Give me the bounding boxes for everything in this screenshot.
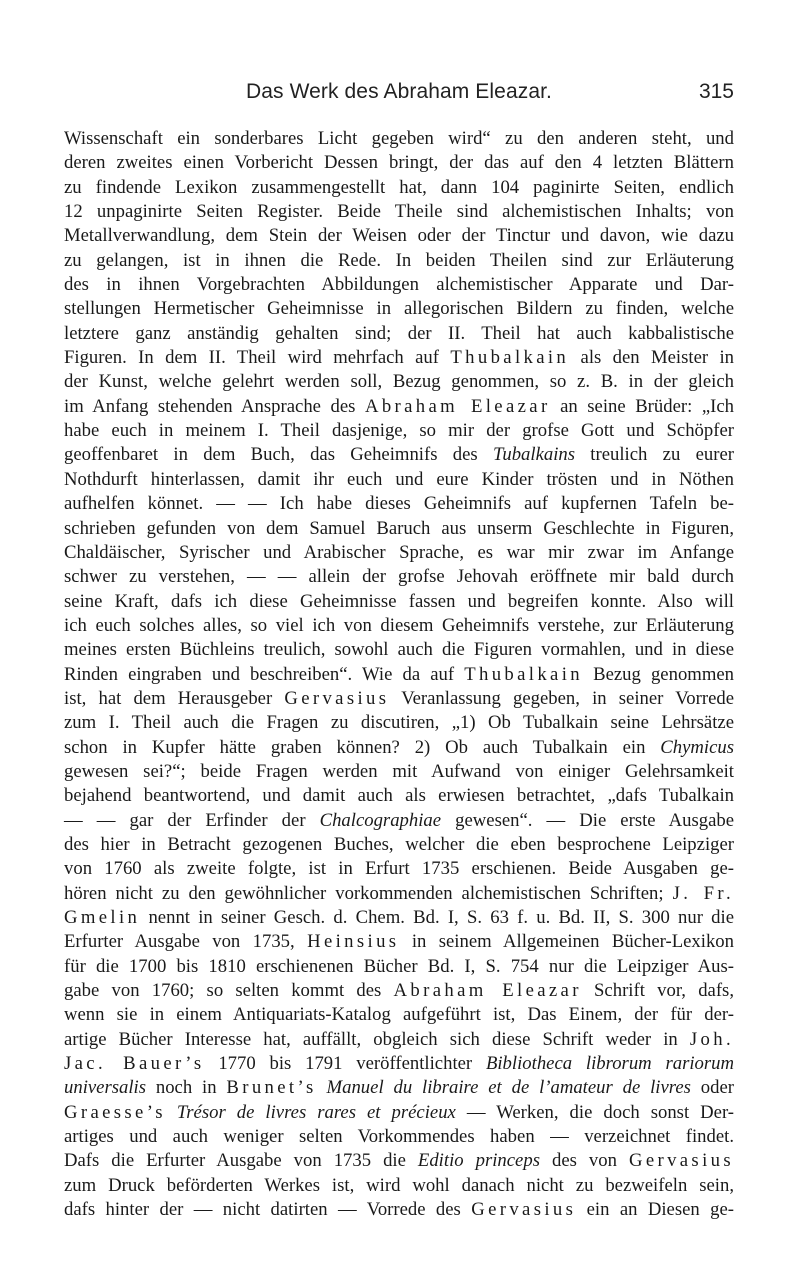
text-segment: zum I. Theil auch die Fragen zu discutiren, „1) Ob Tubalkain seine Lehrsätze — [64, 712, 734, 734]
text-line — [64, 468, 734, 492]
text-line — [64, 1101, 734, 1125]
text-line — [64, 443, 734, 467]
text-line — [64, 297, 734, 321]
text-line — [64, 663, 734, 687]
text-line — [64, 906, 734, 930]
text-segment: gewesen“. — Die erste Ausgabe — [441, 809, 735, 831]
text-line — [64, 1052, 734, 1076]
text-segment: Rinden eingraben und beschreiben“. Wie da auf — [64, 663, 465, 685]
text-line — [64, 882, 734, 906]
text-segment: — — gar der Erfinder der — [64, 809, 320, 831]
text-segment: Wissenschaft ein sonderbares Licht gegeben wird“ zu den anderen steht, und — [64, 128, 734, 149]
text-segment: artiges und auch weniger selten Vorkommendes haben — verzeichnet findet. — [64, 1126, 734, 1148]
running-head — [64, 80, 734, 110]
text-segment: oder — [690, 1077, 735, 1099]
text-segment: Figuren. In dem II. Theil wird mehrfach auf — [64, 347, 451, 369]
text-line — [64, 1149, 734, 1173]
text-line — [64, 833, 734, 857]
spaced-name: Heinsius — [307, 931, 400, 953]
text-segment: ein an Diesen ge- — [576, 1199, 734, 1221]
spaced-name: Abraham Eleazar — [364, 395, 551, 417]
text-segment: schrieben gefunden von dem Samuel Baruch aus unserm Geschlechte in Figuren, — [64, 517, 734, 539]
spaced-name: Graesse’s — [64, 1101, 166, 1123]
text-segment: des hier in Betracht gezogenen Buches, welcher die eben besprochene Leipziger — [64, 833, 734, 855]
text-line — [64, 736, 734, 760]
text-segment: für die 1700 bis 1810 erschienenen Bücher Bd. I, S. 754 nur die Leipziger Aus- — [64, 955, 734, 977]
text-line — [64, 955, 734, 979]
italic-text: Manuel du libraire et de l’amateur de livres — [326, 1077, 691, 1099]
text-segment: Nothdurft hinterlassen, damit ihr euch und eure Kinder trösten und in Nöthen — [64, 468, 734, 490]
running-title: Das Werk des Abraham Eleazar. — [246, 80, 552, 103]
text-segment: 1770 bis 1791 veröffentlichter — [204, 1053, 486, 1075]
text-line — [64, 346, 734, 370]
text-segment: Erfurter Ausgabe von 1735, — [64, 931, 308, 953]
italic-text: Editio princeps — [417, 1150, 540, 1172]
text-segment: nennt in seiner Gesch. d. Chem. Bd. I, S. 63 f. u. Bd. II, S. 300 nur die — [140, 907, 734, 928]
text-segment: Metallverwandlung, dem Stein der Weisen oder der Tinctur und davon, wie dazu — [64, 225, 734, 247]
body-text — [64, 127, 734, 1222]
text-segment: geoffenbaret in dem Buch, das Geheimnifs des — [64, 444, 493, 466]
text-line — [64, 711, 734, 735]
spaced-name: J. Fr. — [672, 882, 734, 904]
text-segment: — Werken, die doch sonst Der- — [455, 1101, 735, 1123]
italic-text: Trésor de livres rares et précieux — [176, 1101, 456, 1123]
spaced-name: Jac. Bauer’s — [64, 1053, 205, 1075]
spaced-name: Gervasius — [471, 1199, 577, 1221]
text-segment: des in ihnen Vorgebrachten Abbildungen alchemistischer Apparate und Dar- — [64, 274, 734, 296]
text-line — [64, 979, 734, 1003]
text-line — [64, 638, 734, 662]
text-segment — [317, 1077, 327, 1098]
text-segment: deren zweites einen Vorbericht Dessen bringt, der das auf den 4 letzten Blättern — [64, 152, 734, 174]
text-line — [64, 249, 734, 273]
text-line — [64, 687, 734, 711]
text-segment: zu findende Lexikon zusammengestellt hat, dann 104 paginirte Seiten, endlich — [64, 176, 734, 198]
text-segment: bejahend beantwortend, und damit auch als erwiesen betrachtet, „dafs Tubalkain — [64, 785, 734, 807]
text-segment: der Kunst, welche gelehrt werden soll, Bezug genommen, so z. B. in der gleich — [64, 371, 734, 393]
text-segment: schwer zu verstehen, — — allein der grofse Jehovah eröffnete mir bald durch — [64, 566, 734, 588]
spaced-name: Gervasius — [284, 687, 390, 709]
text-line — [64, 614, 734, 638]
text-segment: des von — [539, 1150, 629, 1172]
text-segment: ich euch solches alles, so viel ich von diesem Geheimnifs verstehe, zur Erläuterung — [64, 614, 734, 636]
text-segment: Chaldäischer, Syrischer und Arabischer Sprache, es war mir zwar im Anfange — [64, 541, 734, 563]
text-line — [64, 200, 734, 224]
text-segment: Schrift vor, dafs, — [581, 980, 734, 1002]
text-segment: schon in Kupfer hätte graben können? 2) Ob auch Tubalkain ein — [64, 736, 661, 758]
italic-text: Tubalkains — [492, 444, 576, 466]
text-segment: gabe von 1760; so selten kommt des — [64, 980, 394, 1002]
text-line — [64, 760, 734, 784]
text-segment — [166, 1102, 177, 1123]
text-segment: noch in — [146, 1077, 227, 1099]
text-line — [64, 273, 734, 297]
text-segment: meines ersten Büchleins treulich, sowohl auch die Figuren vormahlen, und in diese — [64, 639, 734, 661]
spaced-name: Gmelin — [64, 907, 141, 928]
text-line — [64, 176, 734, 200]
text-segment: artige Bücher Interesse hat, auffällt, obgleich sich diese Schrift weder in — [64, 1028, 690, 1050]
text-segment: Veranlassung gegeben, in seiner Vorrede — [389, 687, 734, 709]
text-segment: gewesen sei?“; beide Fragen werden mit Aufwand von einiger Gelehrsamkeit — [64, 760, 734, 782]
italic-text: Chymicus — [660, 736, 734, 758]
spaced-name: Abraham Eleazar — [393, 980, 582, 1002]
text-line — [64, 565, 734, 589]
text-line — [64, 1174, 734, 1198]
text-line — [64, 809, 734, 833]
text-line — [64, 127, 734, 151]
text-segment: hören nicht zu den gewöhnlicher vorkommenden alchemistischen Schriften; — [64, 882, 673, 904]
text-segment: an seine Brüder: „Ich — [550, 395, 734, 417]
text-segment: treulich zu eurer — [575, 444, 734, 466]
text-line — [64, 419, 734, 443]
italic-text: universalis — [64, 1077, 147, 1099]
text-segment: wenn sie in einem Antiquariats-Katalog aufgeführt ist, Das Einem, der für der- — [64, 1004, 734, 1026]
text-line — [64, 1125, 734, 1149]
text-segment: in seinem Allgemeinen Bücher-Lexikon — [399, 931, 734, 953]
text-segment: habe euch in meinem I. Theil dasjenige, so mir der grofse Gott und Schöpfer — [64, 420, 734, 442]
text-line — [64, 395, 734, 419]
text-line — [64, 857, 734, 881]
text-line — [64, 151, 734, 175]
text-line — [64, 1198, 734, 1222]
text-segment: im Anfang stehenden Ansprache des — [64, 395, 365, 417]
italic-text: Bibliotheca librorum rariorum — [485, 1053, 734, 1075]
spaced-name: Brunet’s — [226, 1077, 317, 1099]
page-number: 315 — [698, 80, 734, 103]
text-line — [64, 322, 734, 346]
text-line — [64, 1076, 734, 1100]
text-segment: aufhelfen könnet. — — Ich habe dieses Geheimnifs auf kupfernen Tafeln be- — [64, 493, 734, 515]
text-line — [64, 492, 734, 516]
text-segment: letztere ganz anständig gehalten sind; der II. Theil hat auch kabbalistische — [64, 322, 734, 344]
text-segment: stellungen Hermetischer Geheimnisse in allegorischen Bildern zu finden, welche — [64, 298, 734, 320]
spaced-name: Thubalkain — [464, 663, 583, 685]
text-segment: ist, hat dem Herausgeber — [64, 687, 285, 709]
text-segment: dafs hinter der — nicht datirten — Vorrede des — [64, 1199, 472, 1221]
spaced-name: Joh. — [689, 1028, 734, 1050]
text-line — [64, 930, 734, 954]
text-segment: Bezug genommen — [583, 663, 734, 685]
text-segment: Dafs die Erfurter Ausgabe von 1735 die — [64, 1150, 418, 1172]
text-segment: zu gelangen, ist in ihnen die Rede. In beiden Theilen sind zur Erläuterung — [64, 249, 734, 271]
text-line — [64, 1003, 734, 1027]
spaced-name: Thubalkain — [450, 347, 570, 369]
text-line — [64, 541, 734, 565]
spaced-name: Gervasius — [628, 1150, 734, 1172]
text-line — [64, 370, 734, 394]
text-segment: 12 unpaginirte Seiten Register. Beide Theile sind alchemistischen Inhalts; von — [64, 201, 734, 223]
text-line — [64, 784, 734, 808]
text-segment: von 1760 als zweite folgte, ist in Erfurt 1735 erschienen. Beide Ausgaben ge- — [64, 858, 734, 880]
text-line — [64, 590, 734, 614]
text-segment: seine Kraft, dafs ich diese Geheimnisse fassen und begreifen konnte. Also will — [64, 590, 734, 612]
text-line — [64, 1028, 734, 1052]
italic-text: Chalcographiae — [319, 809, 442, 831]
text-line — [64, 517, 734, 541]
text-segment: zum Druck beförderten Werkes ist, wird wohl danach nicht zu bezweifeln sein, — [64, 1174, 734, 1196]
text-segment: als den Meister in — [569, 347, 734, 369]
text-line — [64, 224, 734, 248]
